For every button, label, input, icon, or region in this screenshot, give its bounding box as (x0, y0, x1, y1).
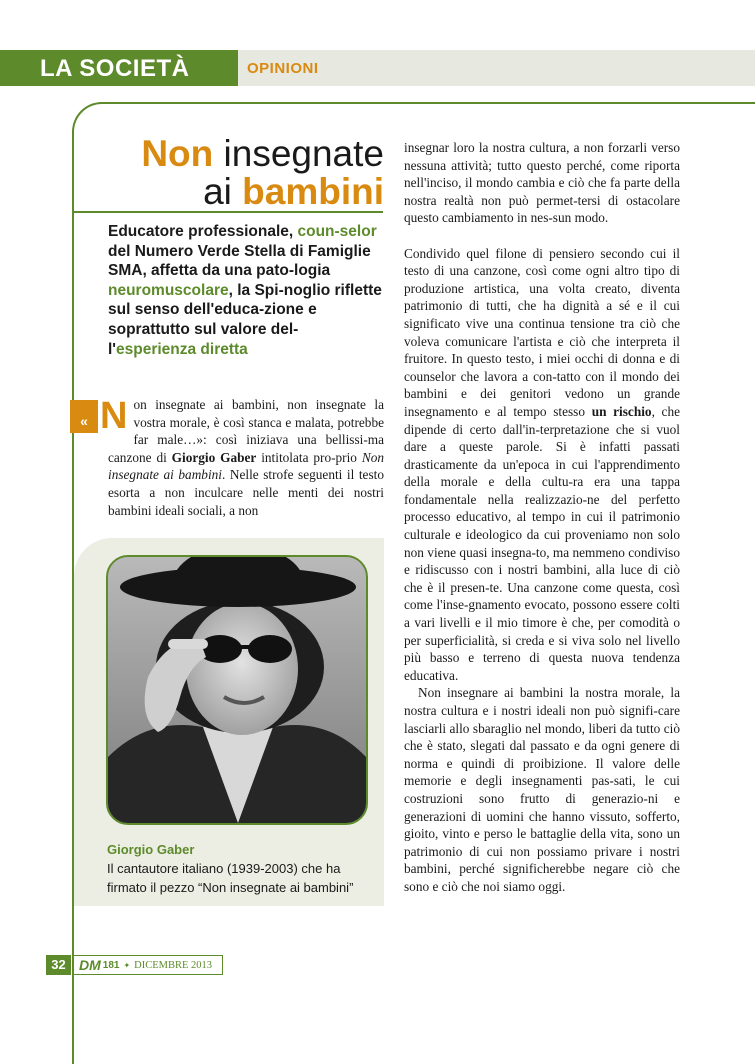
magazine-logo: DM (79, 957, 101, 973)
drop-cap-letter: N (100, 395, 128, 437)
lead-accent-esperienza: esperienza diretta (116, 340, 248, 358)
article-lead (108, 222, 386, 359)
article-title-line1 (78, 134, 384, 174)
lead-text: , la Spi-noglio riflette sul senso dell'educa-zione e soprattutto sul valore del-l' (108, 281, 382, 358)
caption-text: Il cantautore italiano (1939-2003) che ha firmato il pezzo “Non insegnate ai bambini” (107, 861, 354, 895)
body-column-2 (404, 139, 680, 896)
body-text: . Nelle strofe seguenti il testo esorta a non inculcare nelle menti dei nostri bambini ideali sociali, a non (108, 467, 384, 518)
issue-number: 181 (102, 959, 120, 971)
body-text: on insegnate ai bambini, non insegnate la vostra morale, è così stanca e malata, potrebbe far male…»: così iniziava una bellissi-ma canzone di (108, 397, 384, 465)
body-bold-phrase: un rischio (591, 403, 652, 419)
body-text: intitolata pro-prio (256, 449, 362, 465)
body-text: Condivido quel filone di pensiero secondo cui il testo di una canzone, così come ogni altro tipo di produzione artistica, una volta creato, diventa patrimonio di tutti, che ha dignità a sé e il cui significato vive una continua tensione tra ciò che voleva comunicare l'artista e ciò che interpreta il fruitore. In questo testo, i miei occhi di donna e di counselor che lavora a con-tatto con il mondo dei bambini e dei genitori vedono un grande insegnamento e al tempo stesso (404, 245, 680, 419)
subsection-title: OPINIONI (247, 60, 319, 77)
title-accent-bambini: bambini (242, 171, 384, 212)
body-italic-title: Non insegnate ai bambini (108, 449, 384, 483)
body-paragraph (80, 395, 384, 519)
portrait-photo (106, 555, 368, 825)
title-text-insegnate: insegnate (213, 133, 384, 174)
diamond-icon: ✦ (123, 960, 131, 970)
quote-mark-icon: « (70, 400, 98, 433)
body-paragraph (404, 245, 680, 685)
page-number: 32 (46, 955, 71, 975)
body-paragraph: insegnar loro la nostra cultura, a non forzarli verso nessuna attività; tutto questo perché, come riporta nell'inciso, il mondo cambia e ciò che fa parte della nostra realtà non può permet-tersi di ostacolare questo cambiamento in nes-sun modo. (404, 140, 680, 226)
body-paragraph: Non insegnare ai bambini la nostra morale, la nostra cultura e i nostri ideali non può signifi-care lasciarli allo sbaraglio nel mondo, liberi da tutto ciò che è stato, slegati dal passato e da ogni genere di norma e quindi di proibizione. Il valore delle memorie e degli insegnamenti pas-sati, le cui costruzioni sono frutto di generazio-ni e generazioni di uomini che hanno vissuto, sofferto, gioito, vinto e perso le battaglie della vita, sono un patrimonio di cui non possiamo privare i nostri bambini, perché significherebbe negare ciò che sono e ciò che noi siamo oggi. (404, 685, 680, 894)
body-text: , che dipende di certo dall'in-terpretazione che si vuol dare a queste parole. Si è infatti passati drasticamente da un'epoca in cui l'apprendimento della morale e della cultu-ra era una tappa fondamentale nella realizzazio-ne del perfetto processo educativo, al tempo in cui il patrimonio culturale e ideologico da cui proveniamo non solo non viene quasi insegna-to, ma nemmeno condiviso e ridiscusso con i nostri bambini, alla luce di ciò che è il presen-te. Una canzone come questa, così come l'inse-gnamento evocato, possono essere colti a vari livelli e il mio timore è che, per comodità o per superficialità, si creda e si viva solo nel livello più basso e terreno di questa nuova tendenza educativa. (404, 403, 681, 683)
footer-issue-info (73, 955, 223, 975)
lead-text: del Numero Verde Stella di Famiglie SMA, affetta da una pato-logia (108, 242, 371, 280)
title-text-ai: ai (203, 171, 243, 212)
lead-text: Educatore professionale, (108, 223, 298, 240)
lead-accent-neuromuscolare: neuromuscolare (108, 281, 229, 299)
article-title-line2 (78, 172, 384, 212)
portrait-image-icon (108, 557, 366, 823)
section-title: LA SOCIETÀ (40, 55, 190, 82)
body-column-1 (80, 395, 384, 519)
body-bold-name: Giorgio Gaber (171, 449, 257, 465)
issue-date: DICEMBRE 2013 (134, 959, 213, 971)
caption-name: Giorgio Gaber (107, 842, 195, 857)
title-accent-non: Non (141, 133, 214, 174)
lead-accent-counselor: coun-selor (297, 223, 377, 240)
drop-cap (70, 395, 128, 437)
